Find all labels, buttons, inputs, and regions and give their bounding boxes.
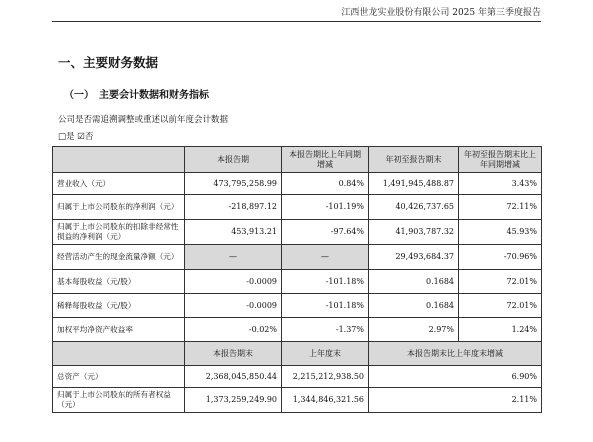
table-cell: 1,491,945,488.87 xyxy=(369,173,459,195)
table2-header-blank xyxy=(53,342,185,366)
table-cell: 6.90% xyxy=(369,366,542,388)
table-cell: 3.43% xyxy=(459,173,542,195)
table1-header-blank xyxy=(53,147,185,173)
table-cell-dash: — xyxy=(185,245,282,270)
table1-header-ytd-yoy: 年初至报告期末比上年同期增减 xyxy=(459,147,542,173)
table-cell: 453,913.21 xyxy=(185,220,282,245)
table1-header-ytd: 年初至报告期末 xyxy=(369,147,459,173)
table-cell-dash: — xyxy=(282,245,369,270)
table2-header-change: 本报告期末比上年度末增减 xyxy=(369,342,542,366)
table2-header-row xyxy=(53,342,542,366)
row-label-total-assets: 总资产（元） xyxy=(53,366,185,388)
retro-adjust-options xyxy=(58,130,93,142)
table-cell: 1,344,846,321.56 xyxy=(282,388,369,413)
table-cell: -101.19% xyxy=(282,195,369,220)
table-cell: -0.0009 xyxy=(185,270,282,294)
table-cell: 1.24% xyxy=(459,318,542,342)
table-cell: -0.0009 xyxy=(185,294,282,318)
table-cell: -101.18% xyxy=(282,270,369,294)
section-title: 一、主要财务数据 xyxy=(58,55,159,70)
report-header-title: 江西世龙实业股份有限公司 2025 年第三季度报告 xyxy=(341,8,541,18)
table-cell: 41,903,787.32 xyxy=(369,220,459,245)
table1-header-row xyxy=(53,147,542,173)
table-cell: 29,493,684.37 xyxy=(369,245,459,270)
row-label-net-profit: 归属于上市公司股东的净利润（元） xyxy=(53,195,185,220)
table-row xyxy=(53,220,542,245)
row-label-owners-equity: 归属于上市公司股东的所有者权益（元） xyxy=(53,388,185,413)
table-cell: 2,215,212,938.50 xyxy=(282,366,369,388)
table-cell: -97.64% xyxy=(282,220,369,245)
subsection-title: （一） 主要会计数据和财务指标 xyxy=(64,90,209,101)
table-row xyxy=(53,195,542,220)
table-row xyxy=(53,270,542,294)
table-cell: 473,795,258.99 xyxy=(185,173,282,195)
table2-header-prior-year-end: 上年度末 xyxy=(282,342,369,366)
table-cell: 45.93% xyxy=(459,220,542,245)
table1-header-current-period: 本报告期 xyxy=(185,147,282,173)
table-cell: 40,426,737.65 xyxy=(369,195,459,220)
table1-header-current-yoy: 本报告期比上年同期增减 xyxy=(282,147,369,173)
table-row xyxy=(53,318,542,342)
table-cell: -218,897.12 xyxy=(185,195,282,220)
table-cell: 0.84% xyxy=(282,173,369,195)
row-label-weighted-roe: 加权平均净资产收益率 xyxy=(53,318,185,342)
option-yes-label: 是 xyxy=(66,132,75,142)
table-row xyxy=(53,245,542,270)
table-cell: -101.18% xyxy=(282,294,369,318)
row-label-revenue: 营业收入（元） xyxy=(53,173,185,195)
table-row xyxy=(53,388,542,413)
table-cell: 1,373,259,249.90 xyxy=(185,388,282,413)
table-cell: 0.1684 xyxy=(369,270,459,294)
table-cell: 2,368,045,850.44 xyxy=(185,366,282,388)
table-cell: 72.01% xyxy=(459,294,542,318)
header-divider xyxy=(52,21,541,22)
table-row xyxy=(53,173,542,195)
table-cell: -70.96% xyxy=(459,245,542,270)
table-cell: 2.11% xyxy=(369,388,542,413)
table-cell: 0.1684 xyxy=(369,294,459,318)
table-cell: -1.37% xyxy=(282,318,369,342)
row-label-basic-eps: 基本每股收益（元/股） xyxy=(53,270,185,294)
table2-header-period-end: 本报告期末 xyxy=(185,342,282,366)
checkbox-unchecked-icon: □ xyxy=(58,132,67,142)
checkbox-checked-icon: ☑ xyxy=(77,132,85,142)
table-row xyxy=(53,294,542,318)
financial-data-table xyxy=(52,146,542,413)
table-cell: 2.97% xyxy=(369,318,459,342)
row-label-net-profit-excl-nonrecurring: 归属于上市公司股东的扣除非经常性损益的净利润（元） xyxy=(53,220,185,245)
table-cell: 72.11% xyxy=(459,195,542,220)
table-cell: 72.01% xyxy=(459,270,542,294)
table-row xyxy=(53,366,542,388)
row-label-diluted-eps: 稀释每股收益（元/股） xyxy=(53,294,185,318)
retro-adjust-question: 公司是否需追溯调整或重述以前年度会计数据 xyxy=(58,115,229,125)
row-label-operating-cash-flow: 经营活动产生的现金流量净额（元） xyxy=(53,245,185,270)
table-cell: -0.02% xyxy=(185,318,282,342)
option-no-label: 否 xyxy=(84,132,94,142)
